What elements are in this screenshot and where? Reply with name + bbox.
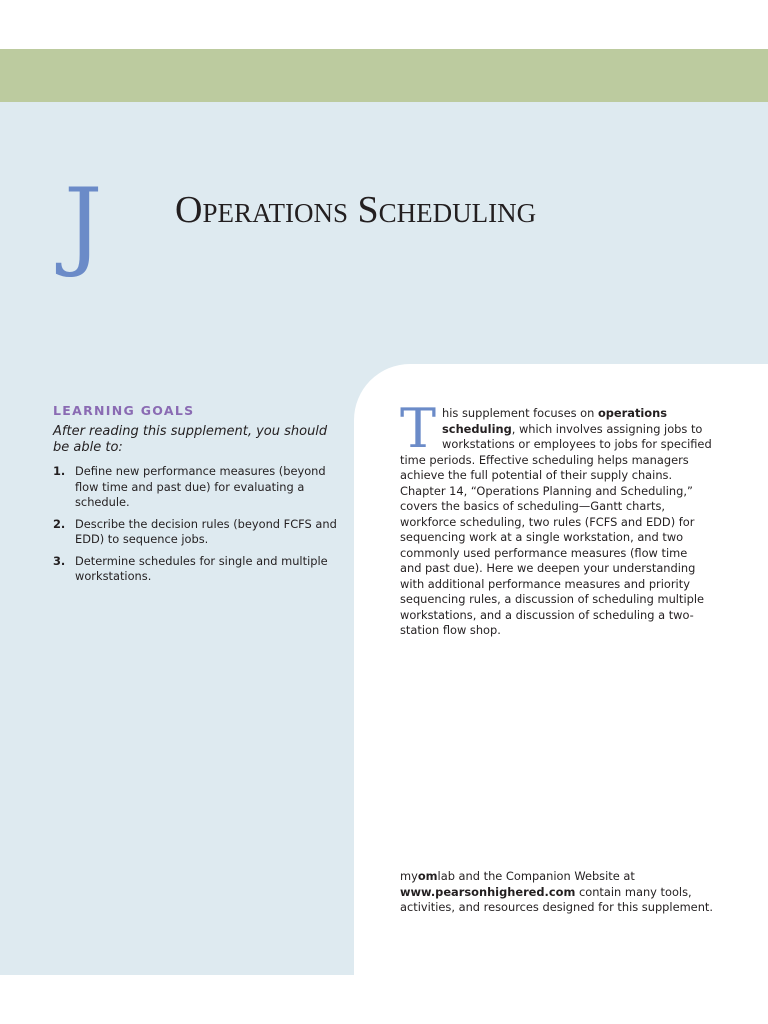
resource-text-1: and the Companion Website at <box>454 869 635 883</box>
brand-suffix: lab <box>437 869 455 883</box>
page-top-margin <box>0 0 768 49</box>
resource-text-2: contain many tools, activities, and resources designed for this supplement. <box>400 884 713 914</box>
introduction-text <box>400 397 712 639</box>
learning-goals <box>53 403 338 591</box>
learning-goal-item <box>53 554 338 585</box>
title-rest-2: cheduling <box>378 189 537 231</box>
learning-goals-heading: LEARNING GOALS <box>53 403 195 418</box>
goal-text: Describe the decision rules (beyond FCFS and EDD) to sequence jobs. <box>75 516 337 546</box>
title-rest-1: perations <box>202 189 348 231</box>
intro-part-2: , which involves assigning jobs to workstations or employees to jobs for specified time periods. Effective scheduling helps managers achieve the full potential of their supply chains. Chapter 14, “Operations Planning and Scheduling,” covers the basics of scheduling—Gantt charts, workforce scheduling, two rules (FCFS and EDD) for sequencing work at a single workstation, and two commonly used performance measures (flow time and past due). Here we deepen your understanding with additional performance measures and priority sequencing rules, a discussion of scheduling multiple workstations, and a discussion of scheduling a two-station flow shop. <box>400 421 712 637</box>
introduction-paragraph <box>400 397 712 639</box>
goal-number: 1. <box>53 464 66 478</box>
learning-goal-item <box>53 464 338 511</box>
goal-text: Define new performance measures (beyond flow time and past due) for evaluating a schedule. <box>75 464 326 509</box>
resource-note <box>400 869 720 916</box>
title-cap-2: S <box>357 189 379 231</box>
title-cap-1: O <box>175 189 203 231</box>
chapter-letter: J <box>64 168 103 280</box>
goal-text: Determine schedules for single and multiple workstations. <box>75 553 328 583</box>
chapter-title <box>175 191 536 229</box>
learning-goal-item <box>53 517 338 548</box>
header-band <box>0 49 768 102</box>
brand-bold: om <box>417 869 438 883</box>
learning-goals-intro: After reading this supplement, you should be able to: <box>53 424 328 455</box>
website-link[interactable]: www.pearsonhighered.com <box>400 884 576 899</box>
learning-goals-list <box>53 464 338 585</box>
drop-cap: T <box>400 397 437 460</box>
goal-number: 2. <box>53 516 66 531</box>
goal-number: 3. <box>53 553 66 568</box>
intro-part-1: his supplement focuses on <box>442 406 598 420</box>
brand-prefix: my <box>400 869 418 883</box>
intro-key-term: operations scheduling <box>442 406 668 436</box>
